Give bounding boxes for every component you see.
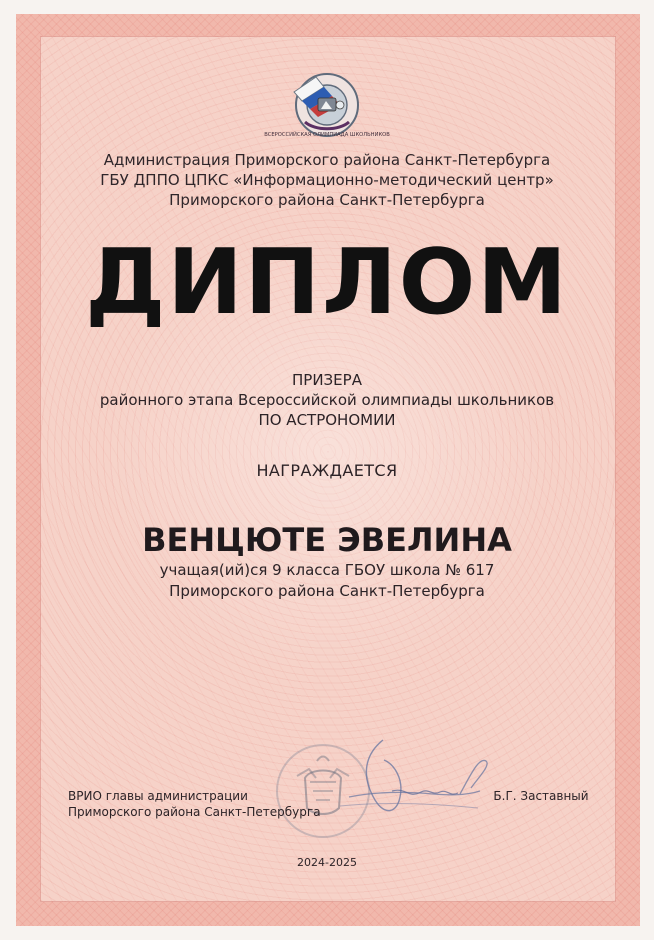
academic-year: 2024-2025 [297, 856, 357, 869]
olympiad-logo-icon [264, 72, 390, 140]
signatory-title-line-1: ВРИО главы администрации [68, 789, 248, 803]
diploma-title: ДИПЛОМ [85, 230, 569, 335]
award-label: НАГРАЖДАЕТСЯ [256, 461, 398, 480]
signature-icon [328, 730, 518, 830]
recipient-class-school: учащая(ий)ся 9 класса ГБОУ школа № 617 [159, 561, 495, 579]
organization-line-1: Администрация Приморского района Санкт-Петербурга [103, 151, 551, 169]
organization-line-3: Приморского района Санкт-Петербурга [169, 191, 485, 209]
recipient-district: Приморского района Санкт-Петербурга [169, 582, 485, 600]
olympiad-stage: районного этапа Всероссийской олимпиады школьников [99, 391, 555, 409]
recipient-name: ВЕНЦЮТЕ ЭВЕЛИНА [142, 521, 512, 559]
signatory-name: Б.Г. Заставный [493, 789, 589, 803]
svg-text:ВСЕРОССИЙСКАЯ ОЛИМПИАДА ШКОЛЬН: ВСЕРОССИЙСКАЯ ОЛИМПИАДА ШКОЛЬНИКОВ [264, 132, 390, 138]
signatory-position [68, 788, 328, 820]
organization-heading [40, 150, 614, 210]
signatory-title-line-2: Приморского района Санкт-Петербурга [68, 805, 321, 819]
olympiad-subject: ПО АСТРОНОМИИ [258, 411, 396, 429]
organization-line-2: ГБУ ДППО ЦПКС «Информационно-методический центр» [100, 171, 554, 189]
prize-description [60, 370, 594, 430]
prize-status: ПРИЗЕРА [292, 371, 362, 389]
recipient-details [40, 560, 614, 602]
